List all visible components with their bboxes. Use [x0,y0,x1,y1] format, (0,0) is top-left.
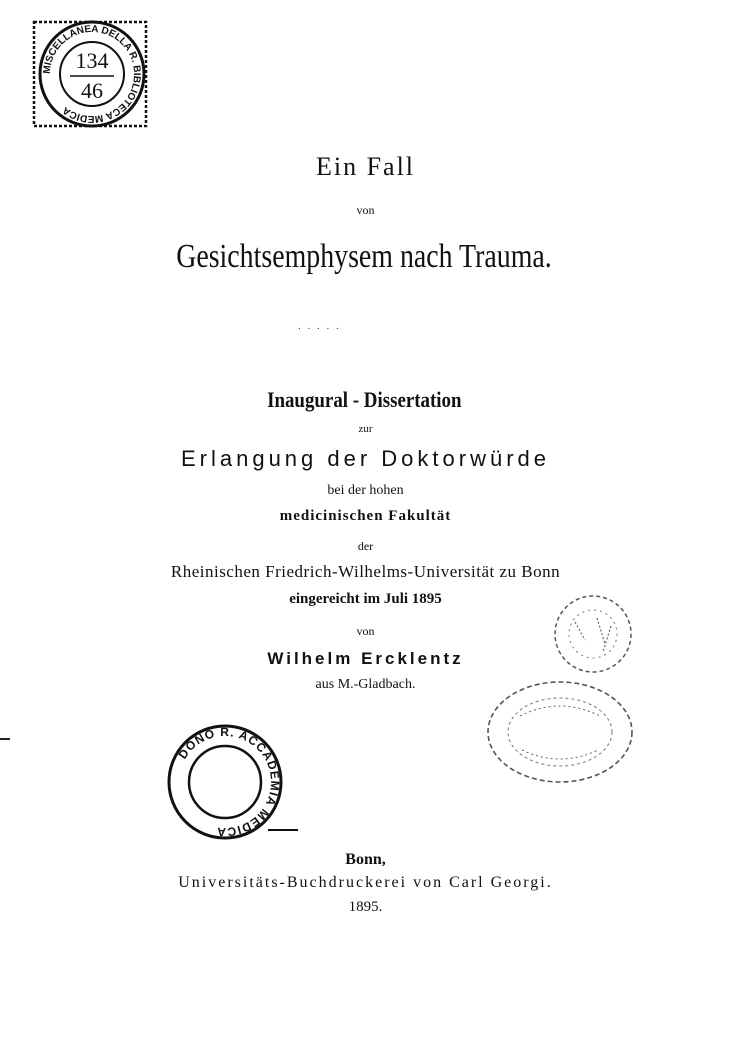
dissertation-submitted: eingereicht im Juli 1895 [289,591,442,607]
title-line-1: Ein Fall [315,152,416,181]
imprint-city: Bonn, [345,851,386,868]
dono-stamp [150,720,300,845]
library-stamp-ring-text: MISCELLANEA DELLA R. BIBLIOTECA MEDICA [41,23,143,125]
dissertation-purpose: Erlangung der Doktorwürde [180,446,551,471]
library-stamp-number-top: 134 [75,48,109,73]
library-stamp [28,8,158,138]
title-line-2: Gesichtsemphysem nach Trauma. [176,238,552,275]
imprint-year: 1895. [348,899,383,915]
dissertation-von: von [356,624,375,638]
separator: . . . . . [298,320,341,332]
dissertation-university: Rheinischen Friedrich-Wilhelms-Universität zu Bonn [170,562,561,581]
dissertation-zur: zur [358,423,373,435]
dissertation-der: der [357,539,374,553]
dissertation-heading: Inaugural - Dissertation [267,387,462,412]
margin-mark [0,738,10,740]
imprint-printer: Universitäts-Buchdruckerei von Carl Georgi. [178,874,553,891]
dissertation-bei: bei der hohen [327,483,404,498]
author-name: Wilhelm Ercklentz [267,649,464,668]
faint-stamp-upper [545,582,640,682]
library-stamp-number-bottom: 46 [81,78,103,103]
dissertation-faculty: medicinischen Fakultät [279,508,452,524]
title-von: von [356,203,375,217]
dono-stamp-ring-text: DONO R. ACCADEMIA MEDICA [175,724,283,840]
author-origin: aus M.-Gladbach. [315,677,416,692]
faint-stamp-oval [480,676,638,788]
